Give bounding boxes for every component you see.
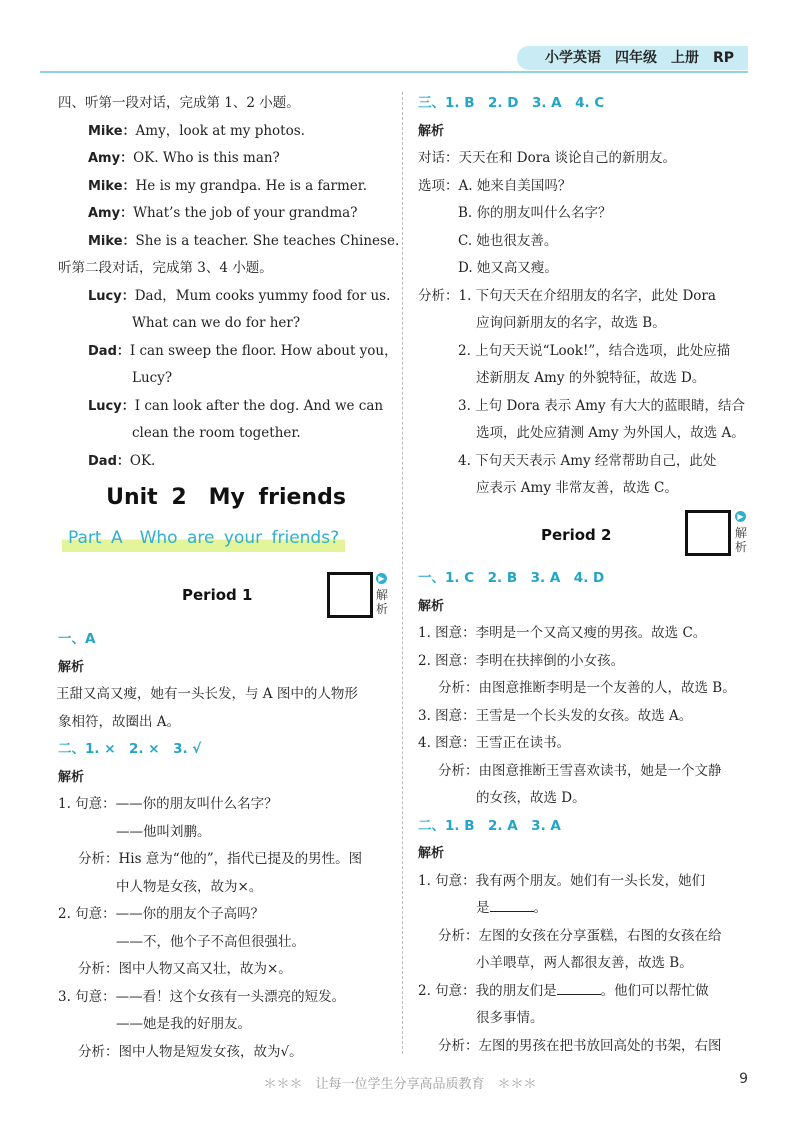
option-line: D. 她又高又瘦。	[458, 260, 558, 276]
period-2-title: Period 2	[541, 526, 612, 544]
left-column-top	[58, 90, 408, 475]
item-analysis: 分析：图中人物是短发女孩，故为√。	[78, 1043, 303, 1060]
item-analysis: 的女孩，故选 D。	[476, 790, 586, 806]
item-analysis: 分析：由图意推断李明是一个友善的人，故选 B。	[438, 680, 736, 696]
analysis-line: 选项，此处应猜测 Amy 为外国人，故选 A。	[476, 425, 745, 441]
item-sentence: 2. 句意：我的朋友们是 。他们可以帮忙做	[418, 978, 768, 1006]
answer-key-1: 一、A	[58, 631, 96, 647]
item-sentence: ——他叫刘鹏。	[116, 823, 211, 840]
section-4-title-2: 听第二段对话，完成第 3、4 小题。	[58, 260, 273, 276]
item-sentence: 1. 图意：李明是一个又高又瘦的男孩。故选 C。	[418, 625, 707, 641]
option-line: 选项：A. 她来自美国吗？	[418, 177, 572, 194]
page-number: 9	[739, 1071, 748, 1087]
dialog-line-cont: clean the room together.	[132, 425, 301, 441]
analysis-heading: 解析	[418, 846, 445, 861]
play-icon: ▶	[376, 573, 387, 584]
analysis-line: 应询问新朋友的名字，故选 B。	[476, 315, 666, 331]
qr-code-icon[interactable]	[685, 510, 731, 556]
item-sentence: 1. 句意：——你的朋友叫什么名字？	[58, 796, 278, 812]
dialog-line: Lucy：Dad，Mum cooks yummy food for us.	[88, 287, 391, 304]
footer-slogan: ＊＊＊ 让每一位学生分享高品质教育 ＊＊＊	[263, 1077, 537, 1092]
left-column-bottom	[58, 626, 408, 1066]
analysis-line: 3. 上句 Dora 表示 Amy 有大大的蓝眼睛，结合	[458, 397, 745, 414]
dialog-line: Dad：OK.	[88, 452, 156, 469]
unit-title: Unit 2 My friends	[106, 485, 346, 510]
dialog-line: Amy：What’s the job of your grandma?	[88, 205, 358, 221]
dialog-note: 对话：天天在和 Dora 谈论自己的新朋友。	[418, 150, 677, 166]
header-badge: 小学英语 四年级 上册 RP	[517, 46, 748, 70]
item-analysis: 中人物是女孩，故为×。	[116, 878, 263, 895]
dialog-line: Dad：I can sweep the floor. How about you，	[88, 342, 398, 359]
item-sentence: ——不，他个子不高但很强壮。	[116, 933, 305, 950]
analysis-line: 2. 上句天天说“Look!”，结合选项，此处应描	[458, 342, 731, 359]
play-icon: ▶	[735, 511, 746, 522]
item-sentence: 4. 图意：王雪正在读书。	[418, 735, 571, 751]
section-4-title: 四、听第一段对话，完成第 1、2 小题。	[58, 95, 300, 111]
item-analysis: 分析：左图的男孩在把书放回高处的书架，右图	[438, 1037, 722, 1054]
answer-key-p2-2: 二、1. B 2. A 3. A	[418, 817, 561, 834]
dialog-line-cont: Lucy?	[132, 370, 173, 386]
qr-code-icon[interactable]	[327, 572, 373, 618]
analysis-line: 分析：1. 下句天天在介绍朋友的名字，此处 Dora	[418, 287, 716, 304]
analysis-line: 4. 下句天天表示 Amy 经常帮助自己，此处	[458, 452, 717, 469]
item-sentence: 3. 图意：王雪是一个长头发的女孩。故选 A。	[418, 707, 693, 724]
dialog-line: Lucy：I can look after the dog. And we can	[88, 397, 384, 414]
item-sentence: 1. 句意：我有两个朋友。她们有一头长发，她们	[418, 872, 706, 889]
option-line: B. 你的朋友叫什么名字？	[458, 205, 612, 221]
analysis-line: 述新朋友 Amy 的外貌特征，故选 D。	[476, 370, 706, 386]
answer-key-2: 二、1. × 2. × 3. √	[58, 741, 202, 757]
dialog-line: Amy：OK. Who is this man?	[88, 150, 280, 166]
dialog-line-cont: What can we do for her?	[132, 315, 301, 331]
analysis-text: 象相符，故圈出 A。	[58, 713, 181, 730]
item-analysis: 分析：图中人物又高又壮，故为×。	[78, 961, 292, 977]
period-1-title: Period 1	[182, 586, 253, 604]
qr-label: 解析	[735, 526, 748, 554]
item-analysis: 小羊喂草，两人都很友善，故选 B。	[476, 955, 693, 971]
item-sentence: 2. 图意：李明在扶摔倒的小女孩。	[418, 652, 625, 669]
analysis-line: 应表示 Amy 非常友善，故选 C。	[476, 480, 678, 496]
item-analysis: 分析：His 意为“他的”，指代已提及的男性。图	[78, 851, 363, 867]
right-column-top	[418, 90, 768, 503]
answer-key-p2-1: 一、1. C 2. B 3. A 4. D	[418, 570, 605, 586]
answer-key-3: 三、1. B 2. D 3. A 4. C	[418, 95, 605, 111]
part-title: Part A Who are your friends?	[62, 524, 345, 552]
item-sentence: 3. 句意：——看！这个女孩有一头漂亮的短发。	[58, 988, 346, 1005]
dialog-line: Mike：Amy，look at my photos.	[88, 122, 305, 139]
item-sentence: 是 。	[418, 895, 768, 923]
dialog-line: Mike：She is a teacher. She teaches Chinese.	[88, 232, 400, 249]
option-line: C. 她也很友善。	[458, 232, 558, 249]
item-sentence: ——她是我的好朋友。	[116, 1016, 251, 1032]
item-sentence: 很多事情。	[476, 1010, 544, 1026]
analysis-text: 王甜又高又瘦，她有一头长发，与 A 图中的人物形	[56, 686, 358, 702]
analysis-heading: 解析	[418, 123, 445, 139]
answer-blank	[557, 980, 601, 995]
analysis-heading: 解析	[58, 769, 85, 785]
item-analysis: 分析：左图的女孩在分享蛋糕，右图的女孩在给	[438, 927, 722, 944]
answer-blank	[490, 897, 534, 912]
analysis-heading: 解析	[58, 659, 85, 675]
analysis-heading: 解析	[418, 598, 445, 614]
right-column-bottom	[418, 565, 768, 1060]
item-analysis: 分析：由图意推断王雪喜欢读书，她是一个文静	[438, 762, 722, 779]
qr-label: 解析	[376, 588, 389, 616]
item-sentence: 2. 句意：——你的朋友个子高吗？	[58, 906, 265, 922]
dialog-line: Mike：He is my grandpa. He is a farmer.	[88, 177, 368, 194]
header-rule	[40, 71, 748, 73]
